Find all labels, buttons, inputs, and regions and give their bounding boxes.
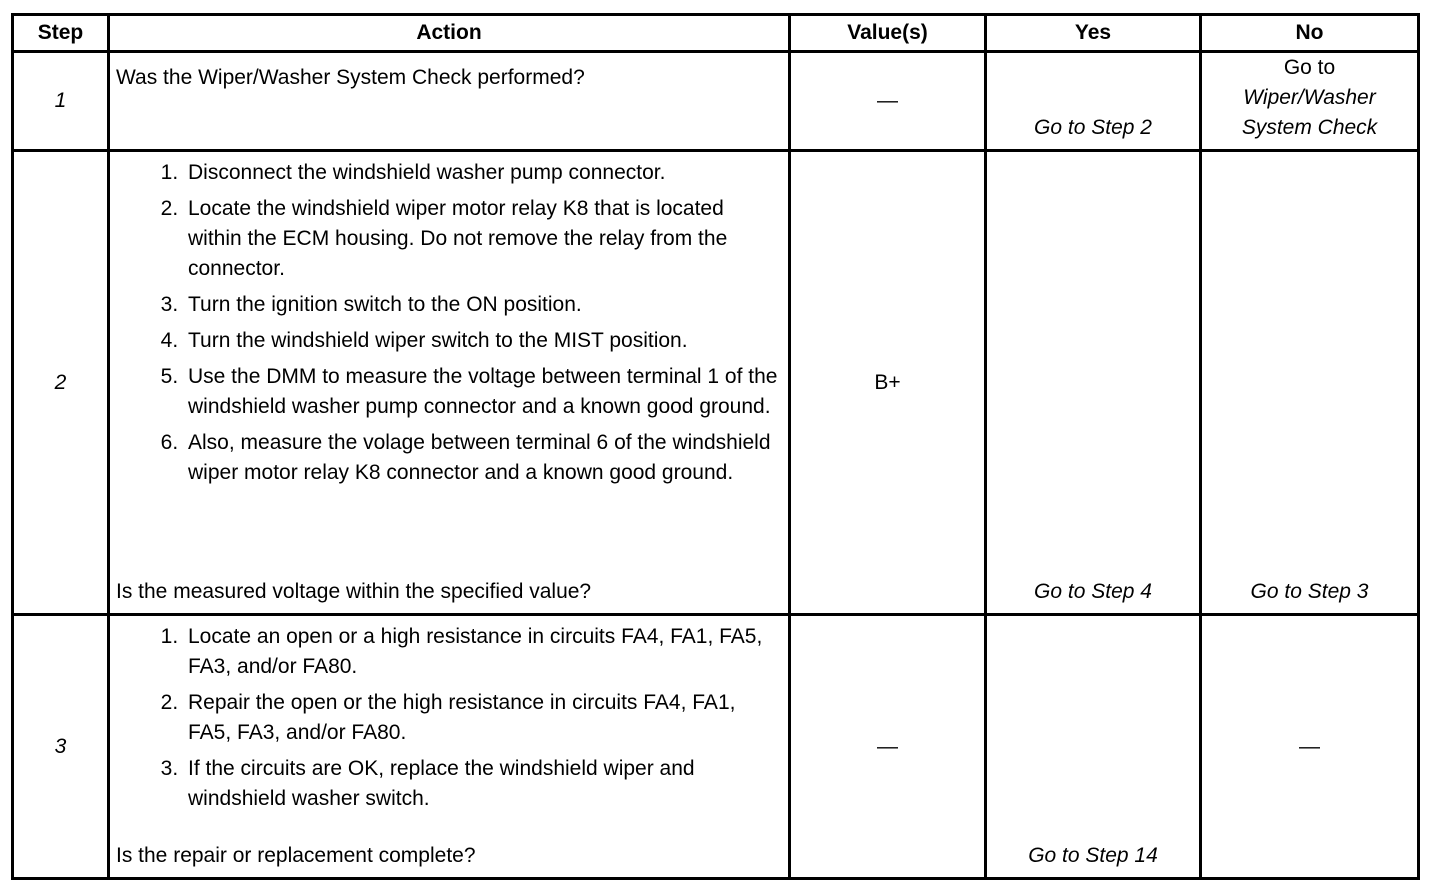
action-steps-list [116,622,782,814]
table-row [13,52,1419,151]
table-row [13,615,1419,879]
no-cell [1201,52,1419,151]
value-cell: B+ [790,151,986,615]
value-cell: — [790,615,986,879]
action-question: Is the repair or replacement complete? [116,844,476,867]
action-step: 4. Turn the windshield wiper switch to the MIST position. [184,326,782,356]
yes-cell: Go to Step 2 [986,52,1201,151]
action-step: 2. Locate the windshield wiper motor relay K8 that is located within the ECM housing. Do not remove the relay from the connector. [184,194,782,284]
action-steps-list [116,158,782,488]
no-cell: Go to Step 3 [1201,151,1419,615]
yes-cell: Go to Step 14 [986,615,1201,879]
no-line-2: Wiper/Washer [1243,86,1376,109]
diagnostic-table [11,13,1420,880]
action-step: 2. Repair the open or the high resistance in circuits FA4, FA1, FA5, FA3, and/or FA80. [184,688,782,748]
table-row [13,151,1419,615]
yes-cell: Go to Step 4 [986,151,1201,615]
header-step: Step [13,15,109,52]
action-step: 1. Locate an open or a high resistance in circuits FA4, FA1, FA5, FA3, and/or FA80. [184,622,782,682]
header-values: Value(s) [790,15,986,52]
step-number: 1 [13,52,109,151]
action-question: Is the measured voltage within the specified value? [116,580,592,603]
action-step: 3. If the circuits are OK, replace the windshield wiper and windshield washer switch. [184,754,782,814]
header-action: Action [109,15,790,52]
action-step: 3. Turn the ignition switch to the ON position. [184,290,782,320]
no-line-3: System Check [1241,116,1378,139]
action-step: 5. Use the DMM to measure the voltage between terminal 1 of the windshield washer pump connector and a known good ground. [184,362,782,422]
no-line-1: Go to [1283,56,1336,79]
action-cell [109,615,790,879]
step-number: 3 [13,615,109,879]
header-row [13,15,1419,52]
action-step: 1. Disconnect the windshield washer pump connector. [184,158,782,188]
no-cell: — [1201,615,1419,879]
action-cell [109,52,790,151]
value-cell: — [790,52,986,151]
header-yes: Yes [986,15,1201,52]
step-number: 2 [13,151,109,615]
action-step: 6. Also, measure the volage between terminal 6 of the windshield wiper motor relay K8 connector and a known good ground. [184,428,782,488]
header-no: No [1201,15,1419,52]
action-question: Was the Wiper/Washer System Check performed? [116,66,585,89]
action-cell [109,151,790,615]
